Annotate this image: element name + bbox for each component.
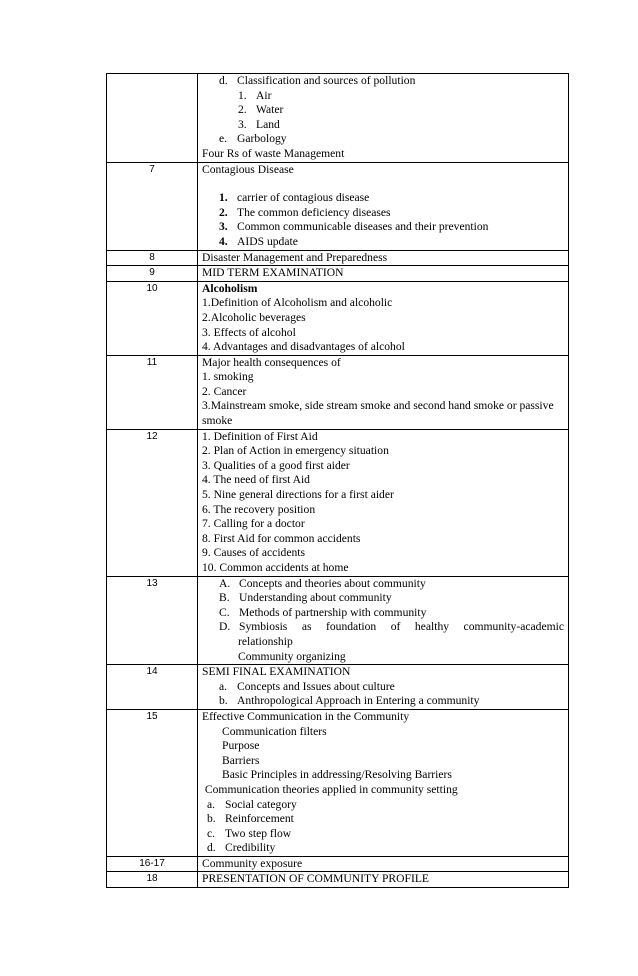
topic-line: Basic Principles in addressing/Resolving Barriers (222, 768, 452, 782)
topic-line: 1.Definition of Alcoholism and alcoholic (202, 296, 393, 310)
topic-line: 9. Causes of accidents (202, 546, 306, 560)
list-item: 1. Air (238, 88, 272, 102)
topic-line: Purpose (222, 739, 260, 753)
list-item: b. Anthropological Approach in Entering a community (219, 694, 480, 708)
list-item: D. Symbiosis as foundation of healthy community-academic (219, 620, 564, 634)
topic-line: 2. Cancer (202, 384, 247, 398)
table-row (107, 355, 569, 429)
topic-cell (198, 709, 569, 856)
week-number (107, 74, 198, 163)
week-number: 15 (107, 709, 198, 856)
week-number: 11 (107, 355, 198, 429)
list-item: B. Understanding about community (219, 591, 392, 605)
topic-line: 2. Plan of Action in emergency situation (202, 444, 389, 458)
list-item: A. Concepts and theories about community (219, 576, 426, 590)
topic-title: Contagious Disease (202, 162, 294, 176)
topic-cell (198, 74, 569, 163)
topic-line: 1. smoking (202, 370, 254, 384)
course-schedule-table (106, 73, 569, 888)
topic-line: 4. Advantages and disadvantages of alcohol (202, 340, 405, 354)
list-item: 1. carrier of contagious disease (219, 191, 370, 205)
topic-line: Communication filters (222, 724, 327, 738)
week-number: 18 (107, 872, 198, 888)
list-item: e. Garbology (219, 132, 287, 146)
list-item: d. Credibility (207, 841, 276, 855)
topic-line: 3.Mainstream smoke, side stream smoke and second hand smoke or passive smoke (202, 399, 554, 428)
list-item: C. Methods of partnership with community (219, 605, 427, 619)
table-row (107, 872, 569, 888)
topic-line: 10. Common accidents at home (202, 561, 349, 574)
week-number: 10 (107, 281, 198, 355)
list-item: 3. Common communicable diseases and their prevention (219, 220, 489, 234)
topic-title: Effective Communication in the Community (202, 709, 410, 723)
list-item: d. Classification and sources of pollution (219, 74, 416, 87)
topic-line: 2.Alcoholic beverages (202, 310, 306, 324)
topic-line: Community exposure (202, 856, 303, 870)
topic-line: 4. The need of first Aid (202, 473, 310, 487)
table-row (107, 74, 569, 163)
list-item: 3. Land (238, 117, 280, 131)
week-number: 8 (107, 250, 198, 266)
topic-line: 7. Calling for a doctor (202, 517, 305, 531)
topic-cell (198, 856, 569, 872)
week-number: 7 (107, 162, 198, 250)
topic-line: Major health consequences of (202, 355, 341, 369)
topic-line: 1. Definition of First Aid (202, 429, 318, 443)
topic-cell (198, 250, 569, 266)
topic-cell (198, 281, 569, 355)
topic-line: Barriers (222, 753, 260, 767)
table-row (107, 266, 569, 282)
topic-cell (198, 429, 569, 576)
week-number: 9 (107, 266, 198, 282)
topic-line: 6. The recovery position (202, 502, 316, 516)
list-item: 4. AIDS update (219, 234, 298, 248)
topic-cell (198, 266, 569, 282)
list-item: a. Social category (207, 797, 297, 811)
topic-line: 3. Effects of alcohol (202, 325, 296, 339)
topic-line: Four Rs of waste Management (202, 146, 345, 160)
topic-line: Disaster Management and Preparedness (202, 250, 388, 264)
table-row (107, 856, 569, 872)
table-row (107, 429, 569, 576)
list-item: a. Concepts and Issues about culture (219, 679, 395, 693)
list-item: b. Reinforcement (207, 812, 294, 826)
topic-cell (198, 576, 569, 665)
list-item: 2. Water (238, 103, 284, 117)
topic-title: SEMI FINAL EXAMINATION (202, 665, 351, 679)
week-number: 14 (107, 665, 198, 710)
list-item: 2. The common deficiency diseases (219, 205, 391, 219)
list-item: c. Two step flow (207, 826, 292, 840)
table-row (107, 281, 569, 355)
topic-line: 3. Qualities of a good first aider (202, 458, 350, 472)
topic-title: Alcoholism (202, 281, 258, 295)
topic-line: 8. First Aid for common accidents (202, 531, 361, 545)
topic-title: Communication theories applied in community setting (202, 782, 458, 796)
table-row (107, 250, 569, 266)
week-number: 12 (107, 429, 198, 576)
week-number: 16-17 (107, 856, 198, 872)
table-row (107, 162, 569, 250)
topic-line: 5. Nine general directions for a first aider (202, 488, 394, 502)
spacer (202, 177, 564, 191)
table-row (107, 576, 569, 665)
table-row (107, 665, 569, 710)
topic-line: Community organizing (238, 649, 346, 663)
topic-line: MID TERM EXAMINATION (202, 266, 344, 280)
table-row (107, 709, 569, 856)
topic-cell (198, 872, 569, 888)
list-item-continuation: relationship (238, 634, 293, 648)
topic-cell (198, 162, 569, 250)
topic-cell (198, 665, 569, 710)
topic-cell (198, 355, 569, 429)
topic-line: PRESENTATION OF COMMUNITY PROFILE (202, 872, 429, 886)
week-number: 13 (107, 576, 198, 665)
